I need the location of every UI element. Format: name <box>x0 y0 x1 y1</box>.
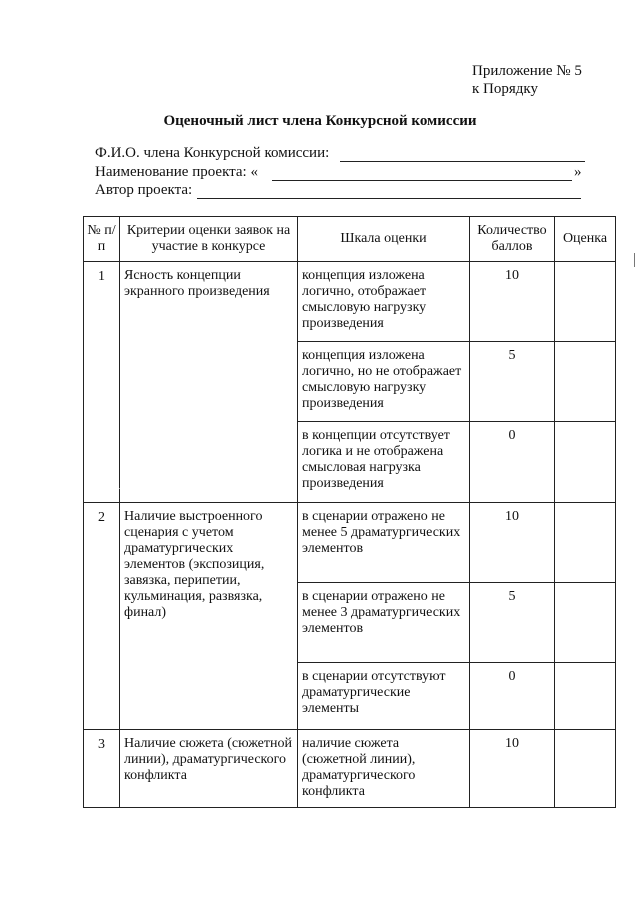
scan-artifact-dot <box>119 488 120 489</box>
member-name-line <box>340 161 585 162</box>
row-number: 1 <box>84 262 120 503</box>
score-cell[interactable] <box>555 663 616 730</box>
scale-option: концепция изложена логично, но не отображает смысловую нагрузку произведения <box>298 342 470 422</box>
author-line <box>197 198 581 199</box>
header-score: Оценка <box>555 217 616 262</box>
score-cell[interactable] <box>555 422 616 503</box>
points-value: 5 <box>470 342 555 422</box>
project-name-label: Наименование проекта: « <box>95 164 258 180</box>
header-num: № п/п <box>84 217 120 262</box>
points-value: 0 <box>470 422 555 503</box>
points-value: 10 <box>470 730 555 808</box>
scale-option: в сценарии отражено не менее 3 драматургических элементов <box>298 583 470 663</box>
points-value: 10 <box>470 503 555 583</box>
header-scale: Шкала оценки <box>298 217 470 262</box>
table-header-row <box>84 217 616 262</box>
annex-number: Приложение № 5 <box>472 63 582 79</box>
scale-option: в сценарии отсутствуют драматургические элементы <box>298 663 470 730</box>
project-name-line <box>272 180 572 181</box>
table-row <box>84 262 616 342</box>
points-value: 0 <box>470 663 555 730</box>
scale-option: в концепции отсутствует логика и не отображена смысловая нагрузка произведения <box>298 422 470 503</box>
table-row <box>84 730 616 808</box>
scale-option: в сценарии отражено не менее 5 драматургических элементов <box>298 503 470 583</box>
score-cell[interactable] <box>555 583 616 663</box>
points-value: 5 <box>470 583 555 663</box>
scale-option: наличие сюжета (сюжетной линии), драматургического конфликта <box>298 730 470 808</box>
score-cell[interactable] <box>555 342 616 422</box>
evaluation-table <box>83 216 616 808</box>
header-points: Количество баллов <box>470 217 555 262</box>
table-row <box>84 503 616 583</box>
header-criteria: Критерии оценки заявок на участие в конкурсе <box>120 217 298 262</box>
annex-document: к Порядку <box>472 81 538 97</box>
author-label: Автор проекта: <box>95 182 193 198</box>
annex-reference <box>472 62 582 98</box>
score-cell[interactable] <box>555 730 616 808</box>
points-value: 10 <box>470 262 555 342</box>
scan-artifact-mark <box>634 253 635 267</box>
score-cell[interactable] <box>555 503 616 583</box>
scale-option: концепция изложена логично, отображает смысловую нагрузку произведения <box>298 262 470 342</box>
criterion-text: Наличие сюжета (сюжетной линии), драматургического конфликта <box>120 730 298 808</box>
page-title: Оценочный лист члена Конкурсной комиссии <box>163 113 477 129</box>
member-name-label: Ф.И.О. члена Конкурсной комиссии: <box>95 145 330 161</box>
score-cell[interactable] <box>555 262 616 342</box>
project-name-close-quote: » <box>574 164 582 180</box>
row-number: 2 <box>84 503 120 730</box>
row-number: 3 <box>84 730 120 808</box>
criterion-text: Ясность концепции экранного произведения <box>120 262 298 503</box>
criterion-text: Наличие выстроенного сценария с учетом драматургических элементов (экспозиция, завязка, перипетии, кульминация, развязка, финал) <box>120 503 298 730</box>
